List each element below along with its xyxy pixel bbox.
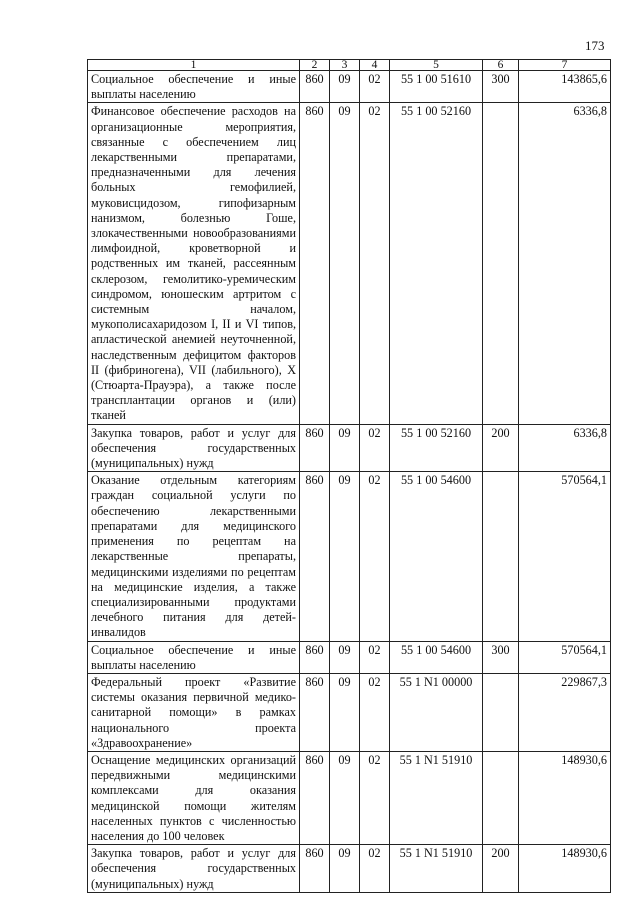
- row-section: 09: [330, 424, 360, 472]
- row-section: 09: [330, 751, 360, 844]
- row-target-article: 55 1 00 51610: [390, 71, 483, 103]
- row-amount: 229867,3: [519, 673, 611, 751]
- row-name: Оснащение медицинских организаций передвижными медицинскими комплексами для оказания медицинской помощи жителям населенных пунктов с численностью населения до 100 человек: [88, 751, 300, 844]
- table-row: [88, 641, 611, 673]
- row-target-article: 55 1 N1 51910: [390, 751, 483, 844]
- row-amount: 148930,6: [519, 845, 611, 893]
- row-name: Федеральный проект «Развитие системы оказания первичной медико-санитарной помощи» в рамках национального проекта «Здравоохранение»: [88, 673, 300, 751]
- header-cell: 2: [300, 60, 330, 71]
- row-subsection: 02: [360, 751, 390, 844]
- header-row: [88, 60, 611, 71]
- row-ministry: 860: [300, 103, 330, 424]
- row-expense-type: 300: [483, 641, 519, 673]
- row-expense-type: 200: [483, 845, 519, 893]
- header-cell: 7: [519, 60, 611, 71]
- row-subsection: 02: [360, 472, 390, 641]
- row-name: Оказание отдельным категориям граждан социальной услуги по обеспечению лекарственными препаратами для медицинского применения по рецептам на лекарственные препараты, медицинскими изделиями по рецептам на медицинские изделия, а также специализированными продуктами лечебного питания для детей-инвалидов: [88, 472, 300, 641]
- row-expense-type: [483, 673, 519, 751]
- row-section: 09: [330, 673, 360, 751]
- row-target-article: 55 1 00 54600: [390, 472, 483, 641]
- row-section: 09: [330, 845, 360, 893]
- row-ministry: 860: [300, 751, 330, 844]
- row-amount: 570564,1: [519, 472, 611, 641]
- table-row: [88, 424, 611, 472]
- table-row: [88, 673, 611, 751]
- table-row: [88, 751, 611, 844]
- row-subsection: 02: [360, 673, 390, 751]
- row-section: 09: [330, 641, 360, 673]
- row-expense-type: [483, 472, 519, 641]
- row-ministry: 860: [300, 673, 330, 751]
- budget-table: [87, 59, 611, 893]
- row-ministry: 860: [300, 424, 330, 472]
- table-row: [88, 472, 611, 641]
- row-target-article: 55 1 00 52160: [390, 103, 483, 424]
- header-cell: 1: [88, 60, 300, 71]
- row-name: Социальное обеспечение и иные выплаты населению: [88, 641, 300, 673]
- row-name: Закупка товаров, работ и услуг для обеспечения государственных (муниципальных) нужд: [88, 424, 300, 472]
- row-ministry: 860: [300, 845, 330, 893]
- row-amount: 143865,6: [519, 71, 611, 103]
- header-cell: 5: [390, 60, 483, 71]
- row-amount: 6336,8: [519, 424, 611, 472]
- table-row: [88, 845, 611, 893]
- header-cell: 6: [483, 60, 519, 71]
- row-amount: 6336,8: [519, 103, 611, 424]
- row-amount: 148930,6: [519, 751, 611, 844]
- row-subsection: 02: [360, 71, 390, 103]
- table-row: [88, 103, 611, 424]
- row-expense-type: [483, 103, 519, 424]
- row-target-article: 55 1 00 54600: [390, 641, 483, 673]
- header-cell: 3: [330, 60, 360, 71]
- row-name: Финансовое обеспечение расходов на организационные мероприятия, связанные с обеспечением лиц лекарственными препаратами, предназначенными для лечения больных гемофилией, муковисцидозом, гипофизарным нанизмом, болезнью Гоше, злокачественными новообразованиями лимфоидной, кроветворной и родственных им тканей, рассеянным склерозом, гемолитико-уремическим синдромом, юношеским артритом с системным началом, мукополисахаридозом I, II и VI типов, апластической анемией неуточненной, наследственным дефицитом факторов II (фибриногена), VII (лабильного), X (Стюарта-Прауэра), а также после трансплантации органов и (или) тканей: [88, 103, 300, 424]
- row-target-article: 55 1 00 52160: [390, 424, 483, 472]
- row-expense-type: [483, 751, 519, 844]
- row-subsection: 02: [360, 103, 390, 424]
- row-expense-type: 300: [483, 71, 519, 103]
- page-number: 173: [585, 38, 605, 53]
- row-name: Закупка товаров, работ и услуг для обеспечения государственных (муниципальных) нужд: [88, 845, 300, 893]
- row-subsection: 02: [360, 845, 390, 893]
- header-cell: 4: [360, 60, 390, 71]
- row-expense-type: 200: [483, 424, 519, 472]
- row-section: 09: [330, 472, 360, 641]
- row-name: Социальное обеспечение и иные выплаты населению: [88, 71, 300, 103]
- row-amount: 570564,1: [519, 641, 611, 673]
- row-ministry: 860: [300, 641, 330, 673]
- row-target-article: 55 1 N1 51910: [390, 845, 483, 893]
- row-ministry: 860: [300, 472, 330, 641]
- row-ministry: 860: [300, 71, 330, 103]
- row-subsection: 02: [360, 424, 390, 472]
- table-row: [88, 71, 611, 103]
- row-section: 09: [330, 71, 360, 103]
- row-subsection: 02: [360, 641, 390, 673]
- row-target-article: 55 1 N1 00000: [390, 673, 483, 751]
- row-section: 09: [330, 103, 360, 424]
